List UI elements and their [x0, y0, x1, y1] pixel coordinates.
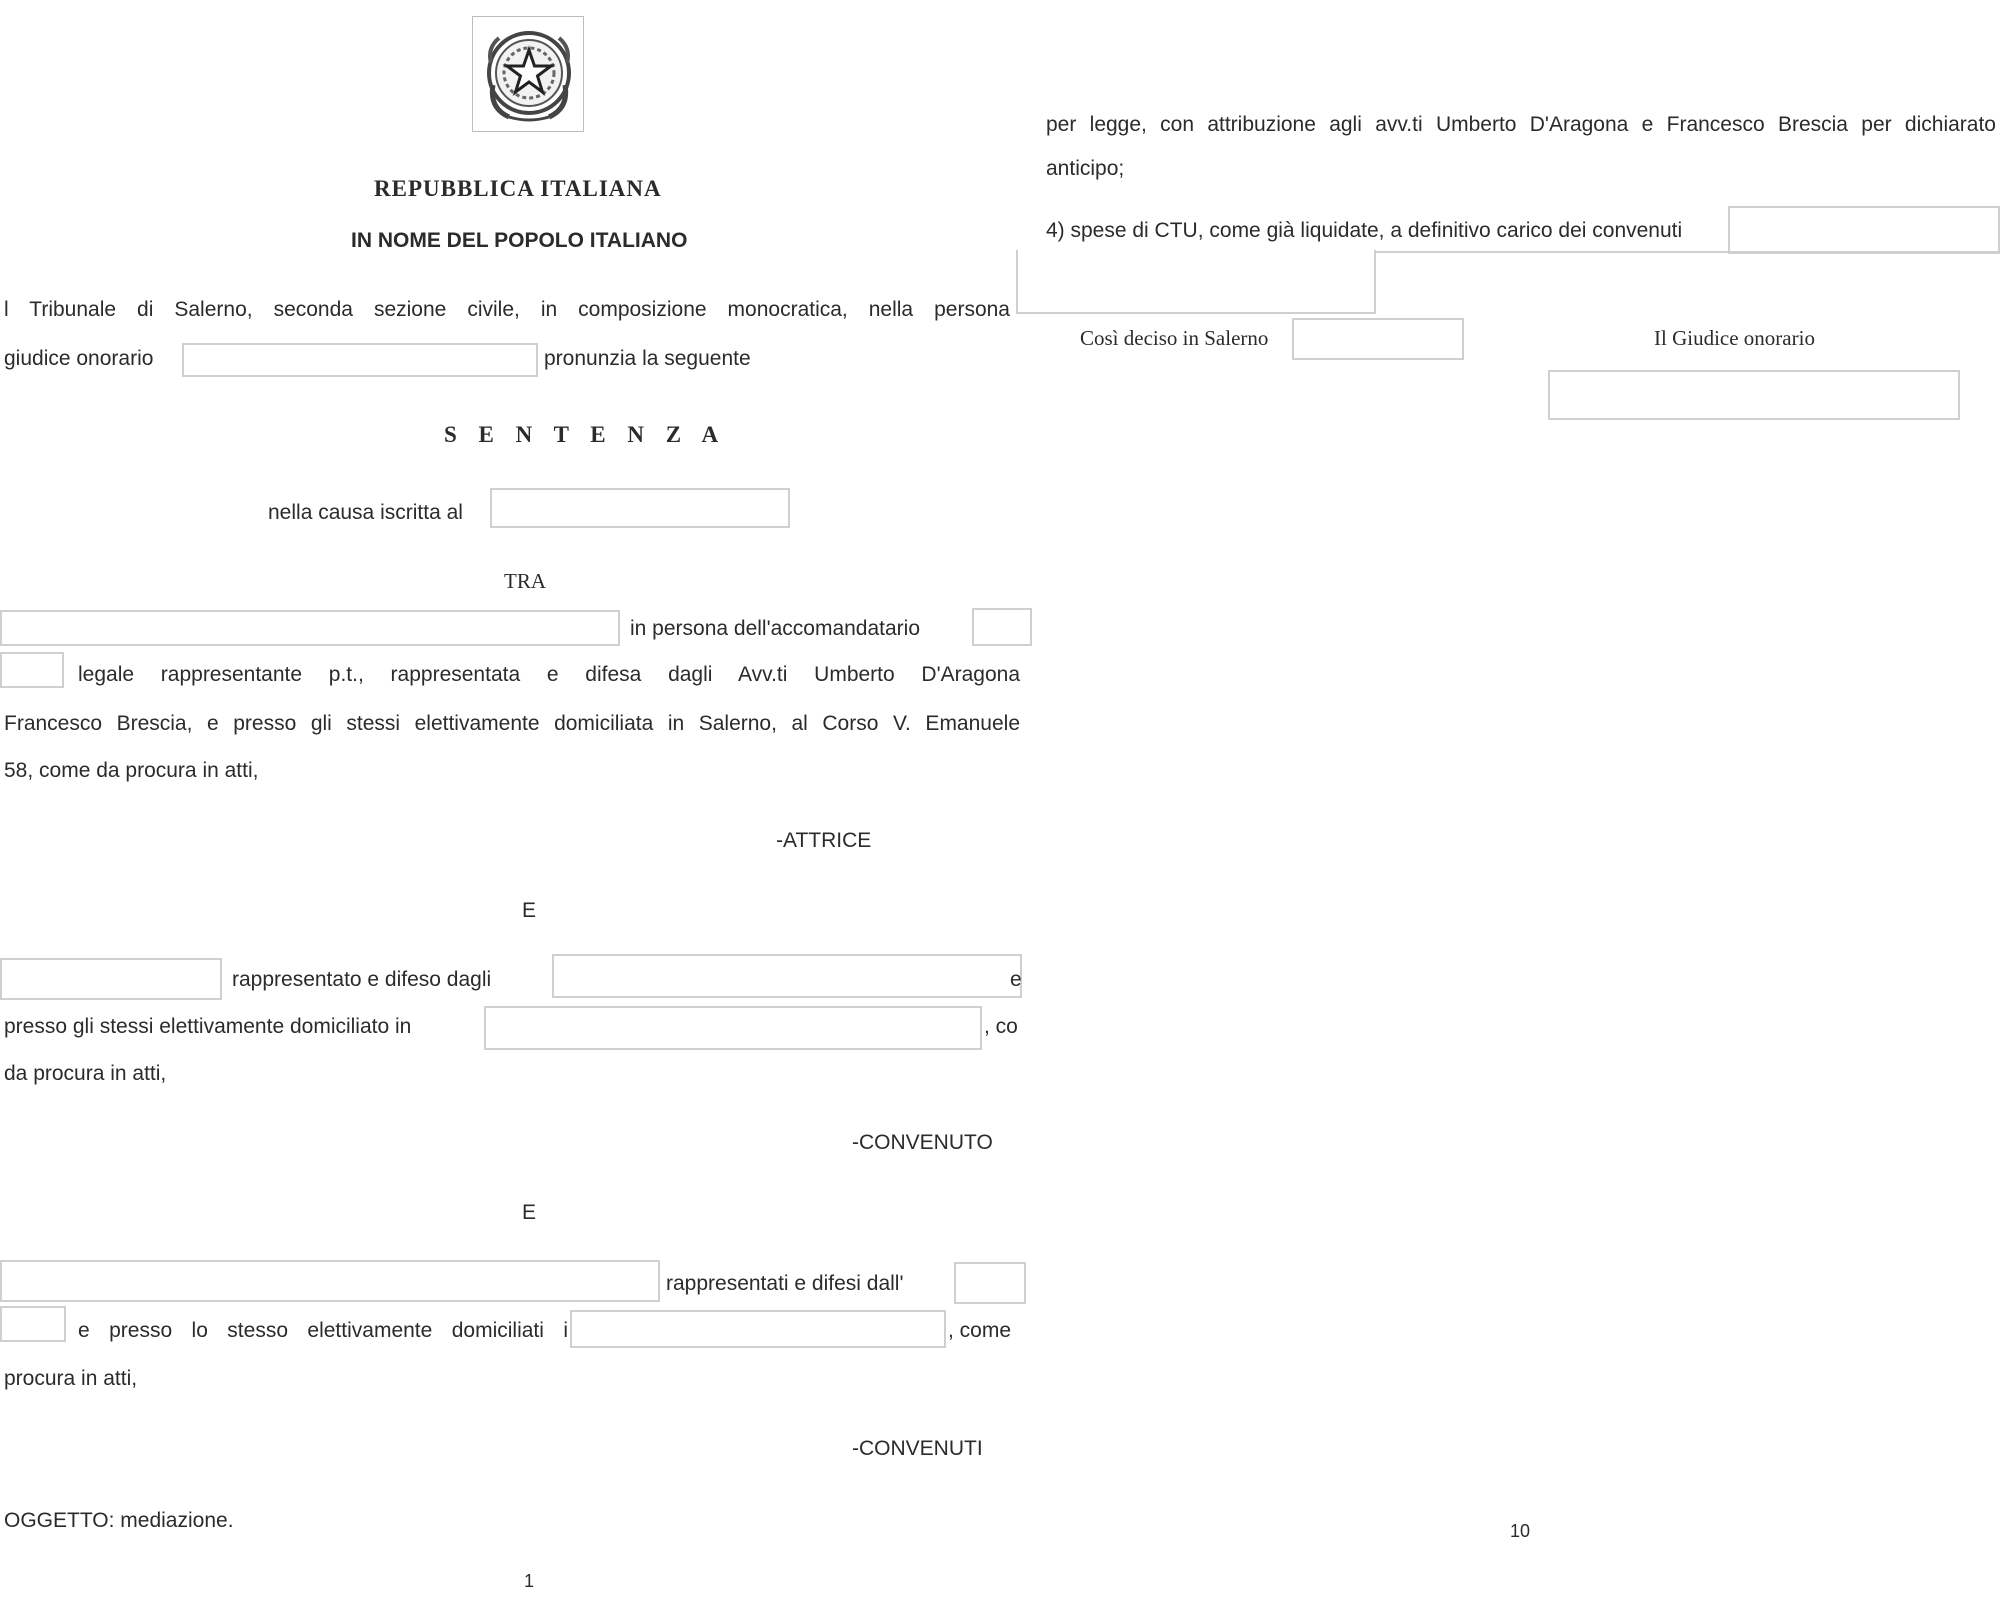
attrice-label: -ATTRICE [776, 829, 872, 852]
subheading-people: IN NOME DEL POPOLO ITALIANO [351, 229, 688, 252]
defendant-lawyers-field[interactable] [552, 954, 1022, 998]
party3-line-1: rappresentati e difesi dall' [666, 1272, 904, 1295]
judge-signature-field[interactable] [1548, 370, 1960, 420]
emblem-frame [472, 16, 584, 132]
party1-line-1: in persona dell'accomandatario [630, 617, 921, 640]
party2-line-1-end: e [1010, 968, 1022, 991]
party3-line-2: e presso lo stesso elettivamente domiciliati i [78, 1319, 568, 1342]
judge-label: Il Giudice onorario [1654, 326, 1815, 350]
decision-date-field[interactable] [1292, 318, 1464, 360]
right-line-3: 4) spese di CTU, come già liquidate, a definitivo carico dei convenuti [1046, 219, 1683, 242]
party2-line-3: da procura in atti, [4, 1062, 167, 1085]
intro-line-2-end: pronunzia la seguente [544, 347, 751, 370]
plaintiff-name-field[interactable] [0, 610, 620, 646]
oggetto-line: OGGETTO: mediazione. [4, 1509, 234, 1532]
heading-republic: REPUBBLICA ITALIANA [374, 176, 662, 201]
e-separator-2: E [522, 1201, 537, 1224]
other-defendants-domicile-field[interactable] [570, 1310, 946, 1348]
right-line-2: anticipo; [1046, 157, 1125, 180]
other-defendants-field[interactable] [0, 1260, 660, 1302]
defendant-name-field[interactable] [0, 958, 222, 1000]
ctu-continuation-field[interactable] [1016, 250, 1376, 314]
case-number-field[interactable] [490, 488, 790, 528]
party3-line-3: procura in atti, [4, 1367, 138, 1390]
party1-line-2: legale rappresentante p.t., rappresentata e difesa dagli Avv.ti Umberto D'Aragona [78, 663, 1020, 686]
defendant-domicile-field[interactable] [484, 1006, 982, 1050]
page-number-10: 10 [1510, 1521, 1531, 1541]
cause-label: nella causa iscritta al [268, 501, 463, 524]
document-page-10 [1020, 0, 2000, 1600]
party2-line-1: rappresentato e difeso dagli [232, 968, 492, 991]
convenuti-label: -CONVENUTI [852, 1437, 983, 1460]
party2-line-2: presso gli stessi elettivamente domiciliato in [4, 1015, 412, 1038]
sentence-title: S E N T E N Z A [444, 422, 727, 447]
ctu-expenses-field[interactable] [1728, 206, 2000, 254]
right-line-1: per legge, con attribuzione agli avv.ti Umberto D'Aragona e Francesco Brescia per dichiarato [1046, 113, 1996, 136]
party1-line-3: Francesco Brescia, e presso gli stessi elettivamente domiciliata in Salerno, al Corso V. Emanuele [4, 712, 1020, 735]
decided-label: Così deciso in Salerno [1080, 326, 1269, 350]
intro-line-1: l Tribunale di Salerno, seconda sezione civile, in composizione monocratica, nella persona [4, 298, 1010, 321]
party2-line-2-end: , co [984, 1015, 1018, 1038]
convenuto-label: -CONVENUTO [852, 1131, 993, 1154]
party1-extra-field[interactable] [0, 652, 64, 688]
party3-extra-field[interactable] [0, 1306, 66, 1342]
e-separator-1: E [522, 899, 537, 922]
party3-line-2-end: , come [948, 1319, 1012, 1342]
party1-line-4: 58, come da procura in atti, [4, 759, 259, 782]
page-number-1: 1 [524, 1571, 535, 1591]
intro-line-2-start: giudice onorario [4, 347, 154, 370]
italian-republic-emblem-icon [479, 23, 579, 125]
judge-name-field[interactable] [182, 343, 538, 377]
tra-label: TRA [504, 569, 546, 593]
other-defendants-lawyer-field[interactable] [954, 1262, 1026, 1304]
